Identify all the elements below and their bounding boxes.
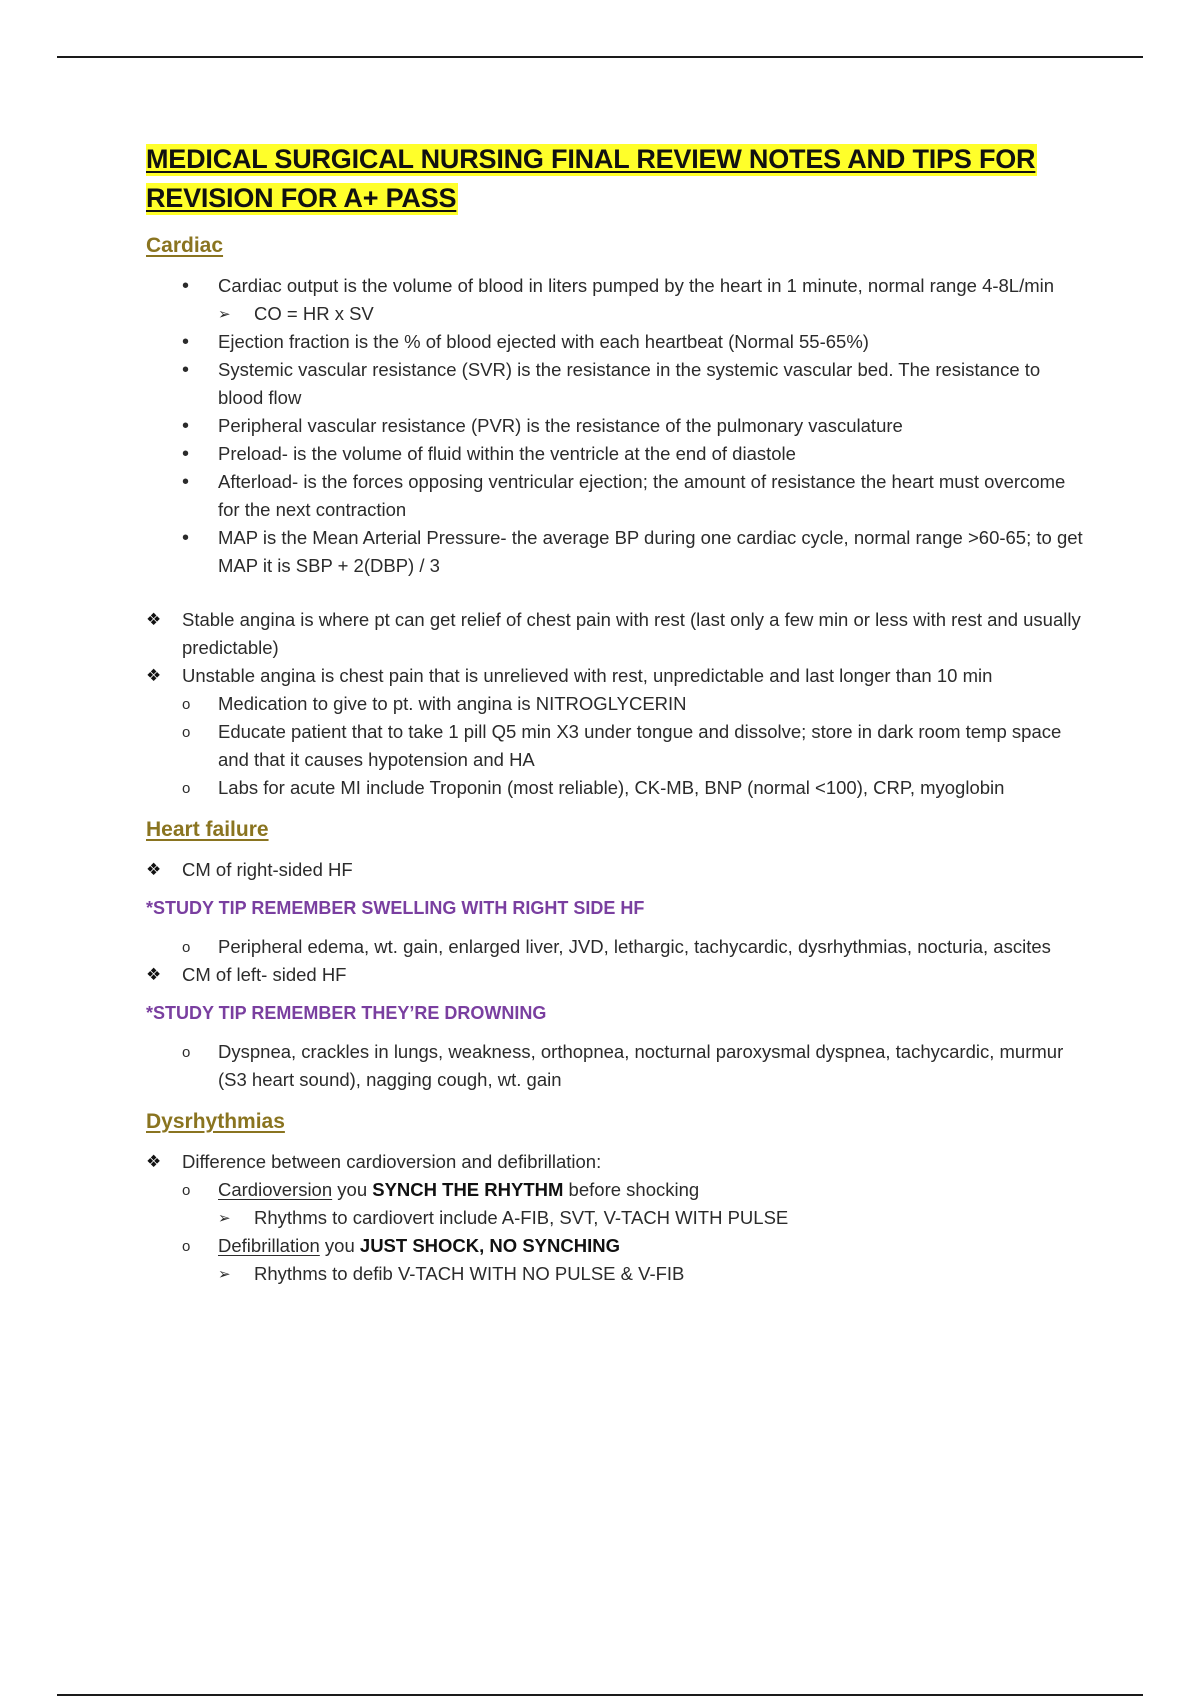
term-defibrillation: Defibrillation xyxy=(218,1235,320,1256)
section-heading-heart-failure: Heart failure xyxy=(146,818,269,841)
title-line-2: REVISION FOR A+ PASS xyxy=(146,183,457,213)
cardiac-definitions-list xyxy=(146,272,1086,580)
list-item: ❖ Difference between cardioversion and defibrillation: xyxy=(146,1148,1086,1176)
list-item: • MAP is the Mean Arterial Pressure- the average BP during one cardiac cycle, normal range >60-65; to get MAP it is SBP + 2(DBP) / 3 xyxy=(146,524,1086,580)
list-item: ➢ Rhythms to cardiovert include A-FIB, SVT, V-TACH WITH PULSE xyxy=(146,1204,1086,1232)
footer-rule xyxy=(57,1694,1143,1696)
title-line-1: MEDICAL SURGICAL NURSING FINAL REVIEW NOTES AND TIPS FOR xyxy=(146,144,1036,174)
diamond-bullet-icon: ❖ xyxy=(146,860,162,879)
section-heading-cardiac: Cardiac xyxy=(146,234,224,257)
list-item: ❖ Unstable angina is chest pain that is unrelieved with rest, unpredictable and last longer than 10 min xyxy=(146,662,1086,690)
list-item: • Preload- is the volume of fluid within the ventricle at the end of diastole xyxy=(146,440,1086,468)
bullet-dot-icon: • xyxy=(182,275,190,297)
list-item: ➢ Rhythms to defib V-TACH WITH NO PULSE & V-FIB xyxy=(146,1260,1086,1288)
list-item: • Afterload- is the forces opposing ventricular ejection; the amount of resistance the heart must overcome for the next contraction xyxy=(146,468,1086,524)
diamond-bullet-icon: ❖ xyxy=(146,1152,162,1171)
bullet-dot-icon: • xyxy=(182,443,190,465)
list-item: ❖ CM of right-sided HF xyxy=(146,856,1086,884)
bullet-dot-icon: • xyxy=(182,331,190,353)
list-item: • Cardiac output is the volume of blood in liters pumped by the heart in 1 minute, normal range 4-8L/min xyxy=(146,272,1086,300)
arrow-bullet-icon: ➢ xyxy=(218,306,231,323)
study-tip-left-hf: *STUDY TIP REMEMBER THEY’RE DROWNING xyxy=(146,1003,547,1023)
list-item: • Systemic vascular resistance (SVR) is the resistance in the systemic vascular bed. The resistance to blood flow xyxy=(146,356,1086,412)
right-hf-list xyxy=(146,856,1086,884)
diamond-bullet-icon: ❖ xyxy=(146,666,162,685)
circle-bullet-icon: o xyxy=(182,724,191,741)
bullet-dot-icon: • xyxy=(182,527,190,549)
list-item: o Labs for acute MI include Troponin (most reliable), CK-MB, BNP (normal <100), CRP, myoglobin xyxy=(146,774,1086,802)
list-item: • Peripheral vascular resistance (PVR) is the resistance of the pulmonary vasculature xyxy=(146,412,1086,440)
section-heading-dysrhythmias: Dysrhythmias xyxy=(146,1110,285,1133)
list-item: • Ejection fraction is the % of blood ejected with each heartbeat (Normal 55-65%) xyxy=(146,328,1086,356)
circle-bullet-icon: o xyxy=(182,1238,191,1255)
list-item: o Cardioversion you SYNCH THE RHYTHM before shocking xyxy=(146,1176,1086,1204)
study-tip-right-hf: *STUDY TIP REMEMBER SWELLING WITH RIGHT SIDE HF xyxy=(146,898,645,918)
list-item: o Educate patient that to take 1 pill Q5 min X3 under tongue and dissolve; store in dark room temp space and that it causes hypotension and HA xyxy=(182,721,1062,770)
diamond-bullet-icon: ❖ xyxy=(146,610,162,629)
list-item: o Medication to give to pt. with angina is NITROGLYCERIN xyxy=(146,690,1086,718)
right-hf-signs-list xyxy=(146,933,1086,989)
list-item: o Peripheral edema, wt. gain, enlarged liver, JVD, lethargic, tachycardic, dysrhythmias, nocturia, ascites xyxy=(146,933,1086,961)
list-item: o Dyspnea, crackles in lungs, weakness, orthopnea, nocturnal paroxysmal dyspnea, tachycardic, murmur (S3 heart sound), nagging cough, wt. gain xyxy=(182,1041,1064,1090)
left-hf-signs-list xyxy=(146,1038,1086,1094)
document-title xyxy=(146,140,1086,218)
bullet-dot-icon: • xyxy=(182,471,190,493)
term-cardioversion: Cardioversion xyxy=(218,1179,333,1200)
circle-bullet-icon: o xyxy=(182,1182,191,1199)
list-item: ➢ CO = HR x SV xyxy=(146,300,1086,328)
list-item: ❖ Stable angina is where pt can get relief of chest pain with rest (last only a few min or less with rest and usually predictable) xyxy=(146,606,1086,662)
circle-bullet-icon: o xyxy=(182,780,191,797)
bullet-dot-icon: • xyxy=(182,415,190,437)
arrow-bullet-icon: ➢ xyxy=(218,1266,231,1283)
circle-bullet-icon: o xyxy=(182,696,191,713)
bullet-dot-icon: • xyxy=(182,359,190,381)
arrow-bullet-icon: ➢ xyxy=(218,1210,231,1227)
angina-list xyxy=(146,606,1086,802)
circle-bullet-icon: o xyxy=(182,939,191,956)
circle-bullet-icon: o xyxy=(182,1044,191,1061)
list-item: ❖ CM of left- sided HF xyxy=(146,961,1086,989)
diamond-bullet-icon: ❖ xyxy=(146,965,162,984)
header-rule xyxy=(57,56,1143,58)
dysrhythmias-list xyxy=(146,1148,1086,1288)
list-item: o Defibrillation you JUST SHOCK, NO SYNCHING xyxy=(146,1232,1086,1260)
page-content xyxy=(146,140,1086,1288)
